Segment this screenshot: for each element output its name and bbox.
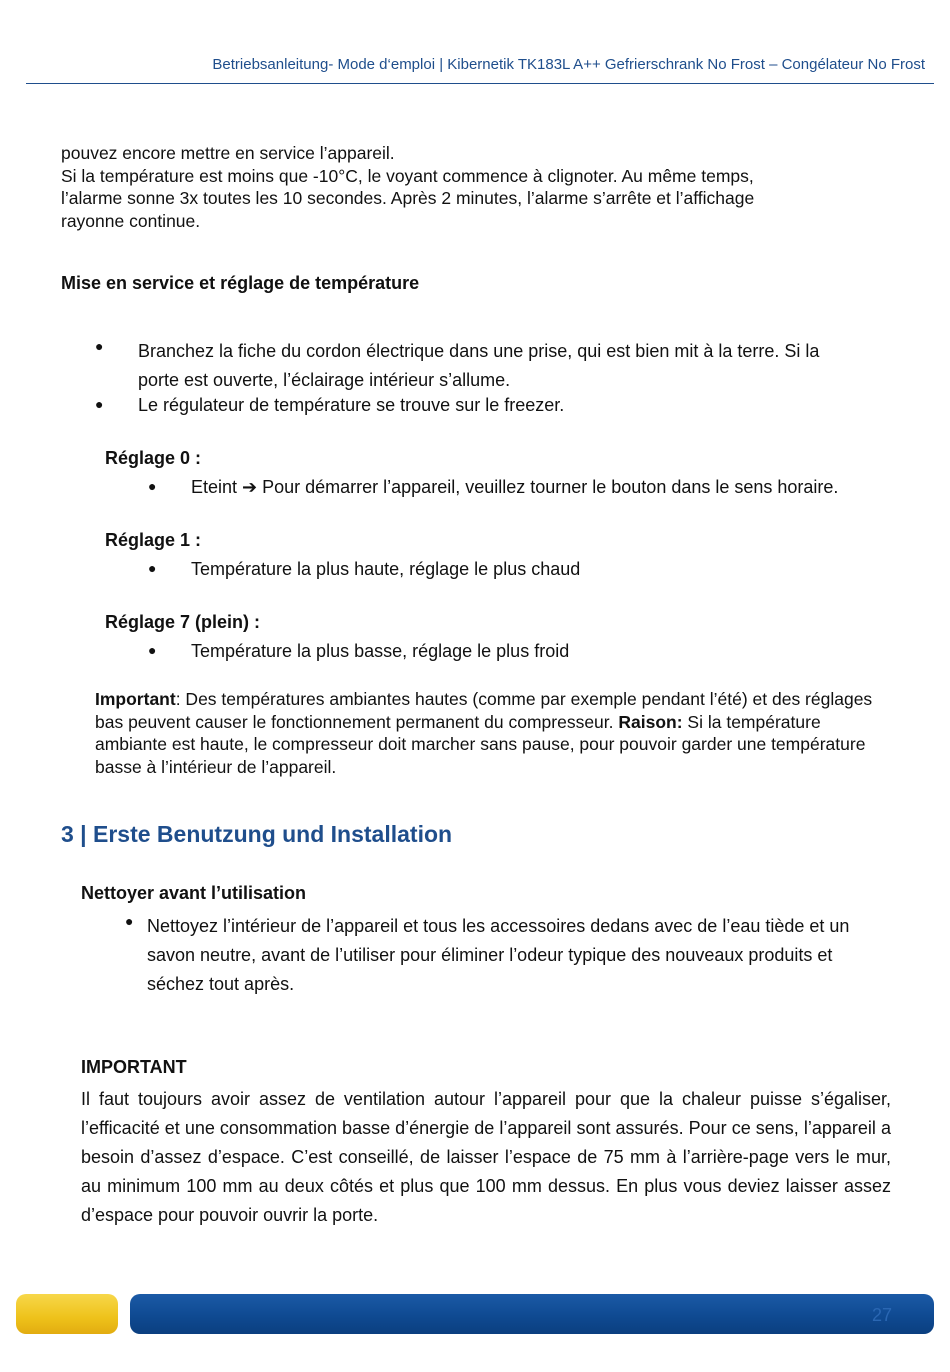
raison-label: Raison: <box>618 711 683 732</box>
page-number: 27 <box>871 1305 892 1325</box>
bullet-icon: ● <box>148 478 157 494</box>
important-note <box>95 688 885 778</box>
footer-yellow-tab <box>16 1294 118 1334</box>
reglage-1-text: Température la plus haute, réglage le plus chaud <box>191 559 581 579</box>
reglage-7-text: Température la plus basse, réglage le plus froid <box>191 641 570 661</box>
footer-blue-bar <box>130 1294 934 1334</box>
intro-line: rayonne continue. <box>61 210 201 231</box>
raison-text: Si la température ambiante est haute, le compresseur doit marcher sans pause, pour pouvoir garder une température basse à l’intérieur de l’appareil. <box>95 711 866 777</box>
bullet-text-line: porte est ouverte, l’éclairage intérieur s’allume. <box>138 370 511 390</box>
important-label: Important <box>95 689 176 709</box>
reglage-1-label: Réglage 1 : <box>105 530 202 550</box>
section-3-title: 3 | Erste Benutzung und Installation <box>61 821 453 847</box>
nettoyer-text: Nettoyez l’intérieur de l’appareil et tous les accessoires dedans avec de l’eau tiède et un savon neutre, avant de l’utiliser pour éliminer l’odeur typique des nouveaux produits et séchez tout après. <box>147 916 850 994</box>
important-heading: IMPORTANT <box>81 1057 187 1077</box>
bullet-text-line: Le régulateur de température se trouve sur le freezer. <box>138 395 565 415</box>
nettoyer-heading: Nettoyer avant l’utilisation <box>81 883 307 903</box>
mise-en-service-heading: Mise en service et réglage de température <box>61 273 420 293</box>
reglage-0-text: Eteint ➔ Pour démarrer l’appareil, veuillez tourner le bouton dans le sens horaire. <box>191 477 839 497</box>
bullet-icon: ● <box>148 560 157 576</box>
bullet-icon: ● <box>148 642 157 658</box>
intro-paragraph <box>61 142 861 232</box>
intro-line: pouvez encore mettre en service l’appareil. <box>61 143 395 163</box>
page-header-title: Betriebsanleitung- Mode d‘emploi | Kibernetik TK183L A++ Gefrierschrank No Frost – Congélateur No Frost <box>212 56 925 73</box>
bullet-icon: ● <box>125 913 134 929</box>
bullet-icon: ● <box>95 396 104 412</box>
header-divider <box>26 83 934 84</box>
reglage-0-label: Réglage 0 : <box>105 448 202 468</box>
bullet-text-line: Branchez la fiche du cordon électrique dans une prise, qui est bien mit à la terre. Si la <box>138 341 820 361</box>
bullet-icon: ● <box>95 338 104 354</box>
intro-line: l’alarme sonne 3x toutes les 10 secondes. Après 2 minutes, l’alarme s’arrête et l’affichage <box>61 188 755 209</box>
reglage-7-label: Réglage 7 (plein) : <box>105 612 261 632</box>
important-paragraph: Il faut toujours avoir assez de ventilation autour l’appareil pour que la chaleur puisse s’égaliser, l’efficacité et une consommation basse d’énergie de l’appareil sont assurés. Pour ce sens, l’appareil a besoin d’assez d’espace. C’est conseillé, de laisser l’espace de 75 mm à l’arrière-page vers le mur, au minimum 100 mm au deux côtés et plus que 100 mm dessus. En plus vous deviez laisser assez d’espace pour pouvoir ouvrir la porte. <box>81 1089 891 1225</box>
important-text: : Des températures ambiantes hautes (comme par exemple pendant l’été) et des réglages bas peuvent causer le fonctionnement permanent du compresseur. <box>95 689 873 732</box>
intro-line: Si la température est moins que -10°C, le voyant commence à clignoter. Au même temps, <box>61 165 754 186</box>
